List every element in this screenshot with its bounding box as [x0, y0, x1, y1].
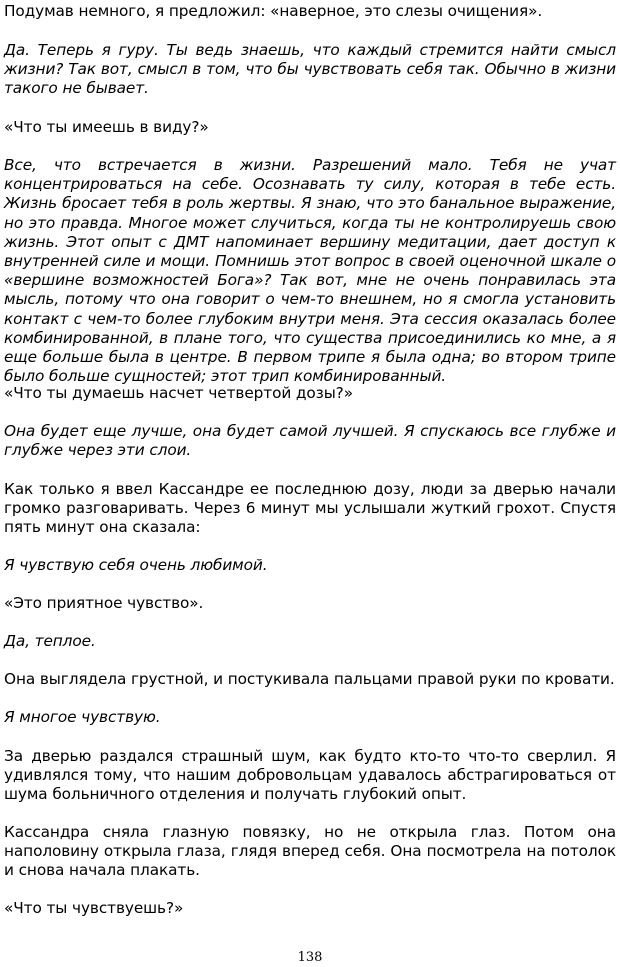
paragraph-8: Я чувствую себя очень любимой.	[4, 556, 268, 574]
paragraph-11: Она выглядела грустной, и постукивала пальцами правой руки по кровати.	[4, 670, 615, 688]
paragraph-3: «Что ты имеешь в виду?»	[4, 118, 209, 136]
paragraph-10: Да, теплое.	[4, 632, 96, 650]
paragraph-12: Я многое чувствую.	[4, 708, 161, 726]
paragraph-6: Она будет еще лучше, она будет самой лучшей. Я спускаюсь все глубже и глубже через эти слои.	[4, 422, 616, 460]
paragraph-13: За дверью раздался страшный шум, как будто кто-то что-то сверлил. Я удивлялся тому, что нашим добровольцам удавалось абстрагироваться от шума больничного отделения и получать глубокий опыт.	[4, 747, 616, 804]
paragraph-14: Кассандра сняла глазную повязку, но не открыла глаз. Потом она наполовину открыла глаза, глядя вперед себя. Она посмотрела на потолок и снова начала плакать.	[4, 823, 616, 880]
paragraph-2: Да. Теперь я гуру. Ты ведь знаешь, что каждый стремится найти смысл жизни? Так вот, смысл в том, что бы чувствовать себя так. Обычно в жизни такого не бывает.	[4, 41, 616, 98]
paragraph-9: «Это приятное чувство».	[4, 594, 204, 612]
paragraph-5: «Что ты думаешь насчет четвертой дозы?»	[4, 384, 353, 402]
paragraph-1: Подумав немного, я предложил: «наверное, это слезы очищения».	[4, 2, 543, 20]
paragraph-7: Как только я ввел Кассандре ее последнюю дозу, люди за дверью начали громко разговаривать. Через 6 минут мы услышали жуткий грохот. Спустя пять минут она сказала:	[4, 480, 616, 537]
paragraph-4: Все, что встречается в жизни. Разрешений мало. Тебя не учат концентрироваться на себе. Осознавать ту силу, которая в тебе есть. Жизнь бросает тебя в роль жертвы. Я знаю, что это банальное выражение, но это правда. Многое может случиться, когда ты не контролируешь свою жизнь. Этот опыт с ДМТ напоминает вершину медитации, дает доступ к внутренней силе и мощи. Помнишь этот вопрос в своей оценочной шкале о «вершине возможностей Бога»? Так вот, мне не очень понравилась эта мысль, потому что она говорит о чем-то внешнем, но я смогла установить контакт с чем-то более глубоким внутри меня. Эта сессия оказалась более комбинированной, в плане того, что существа присоединились ко мне, а я еще больше была в центре. В первом трипе я была одна; во втором трипе было больше сущностей; этот трип комбинированный.	[4, 156, 616, 386]
paragraph-15: «Что ты чувствуешь?»	[4, 899, 184, 917]
page-number: 138	[297, 950, 323, 965]
